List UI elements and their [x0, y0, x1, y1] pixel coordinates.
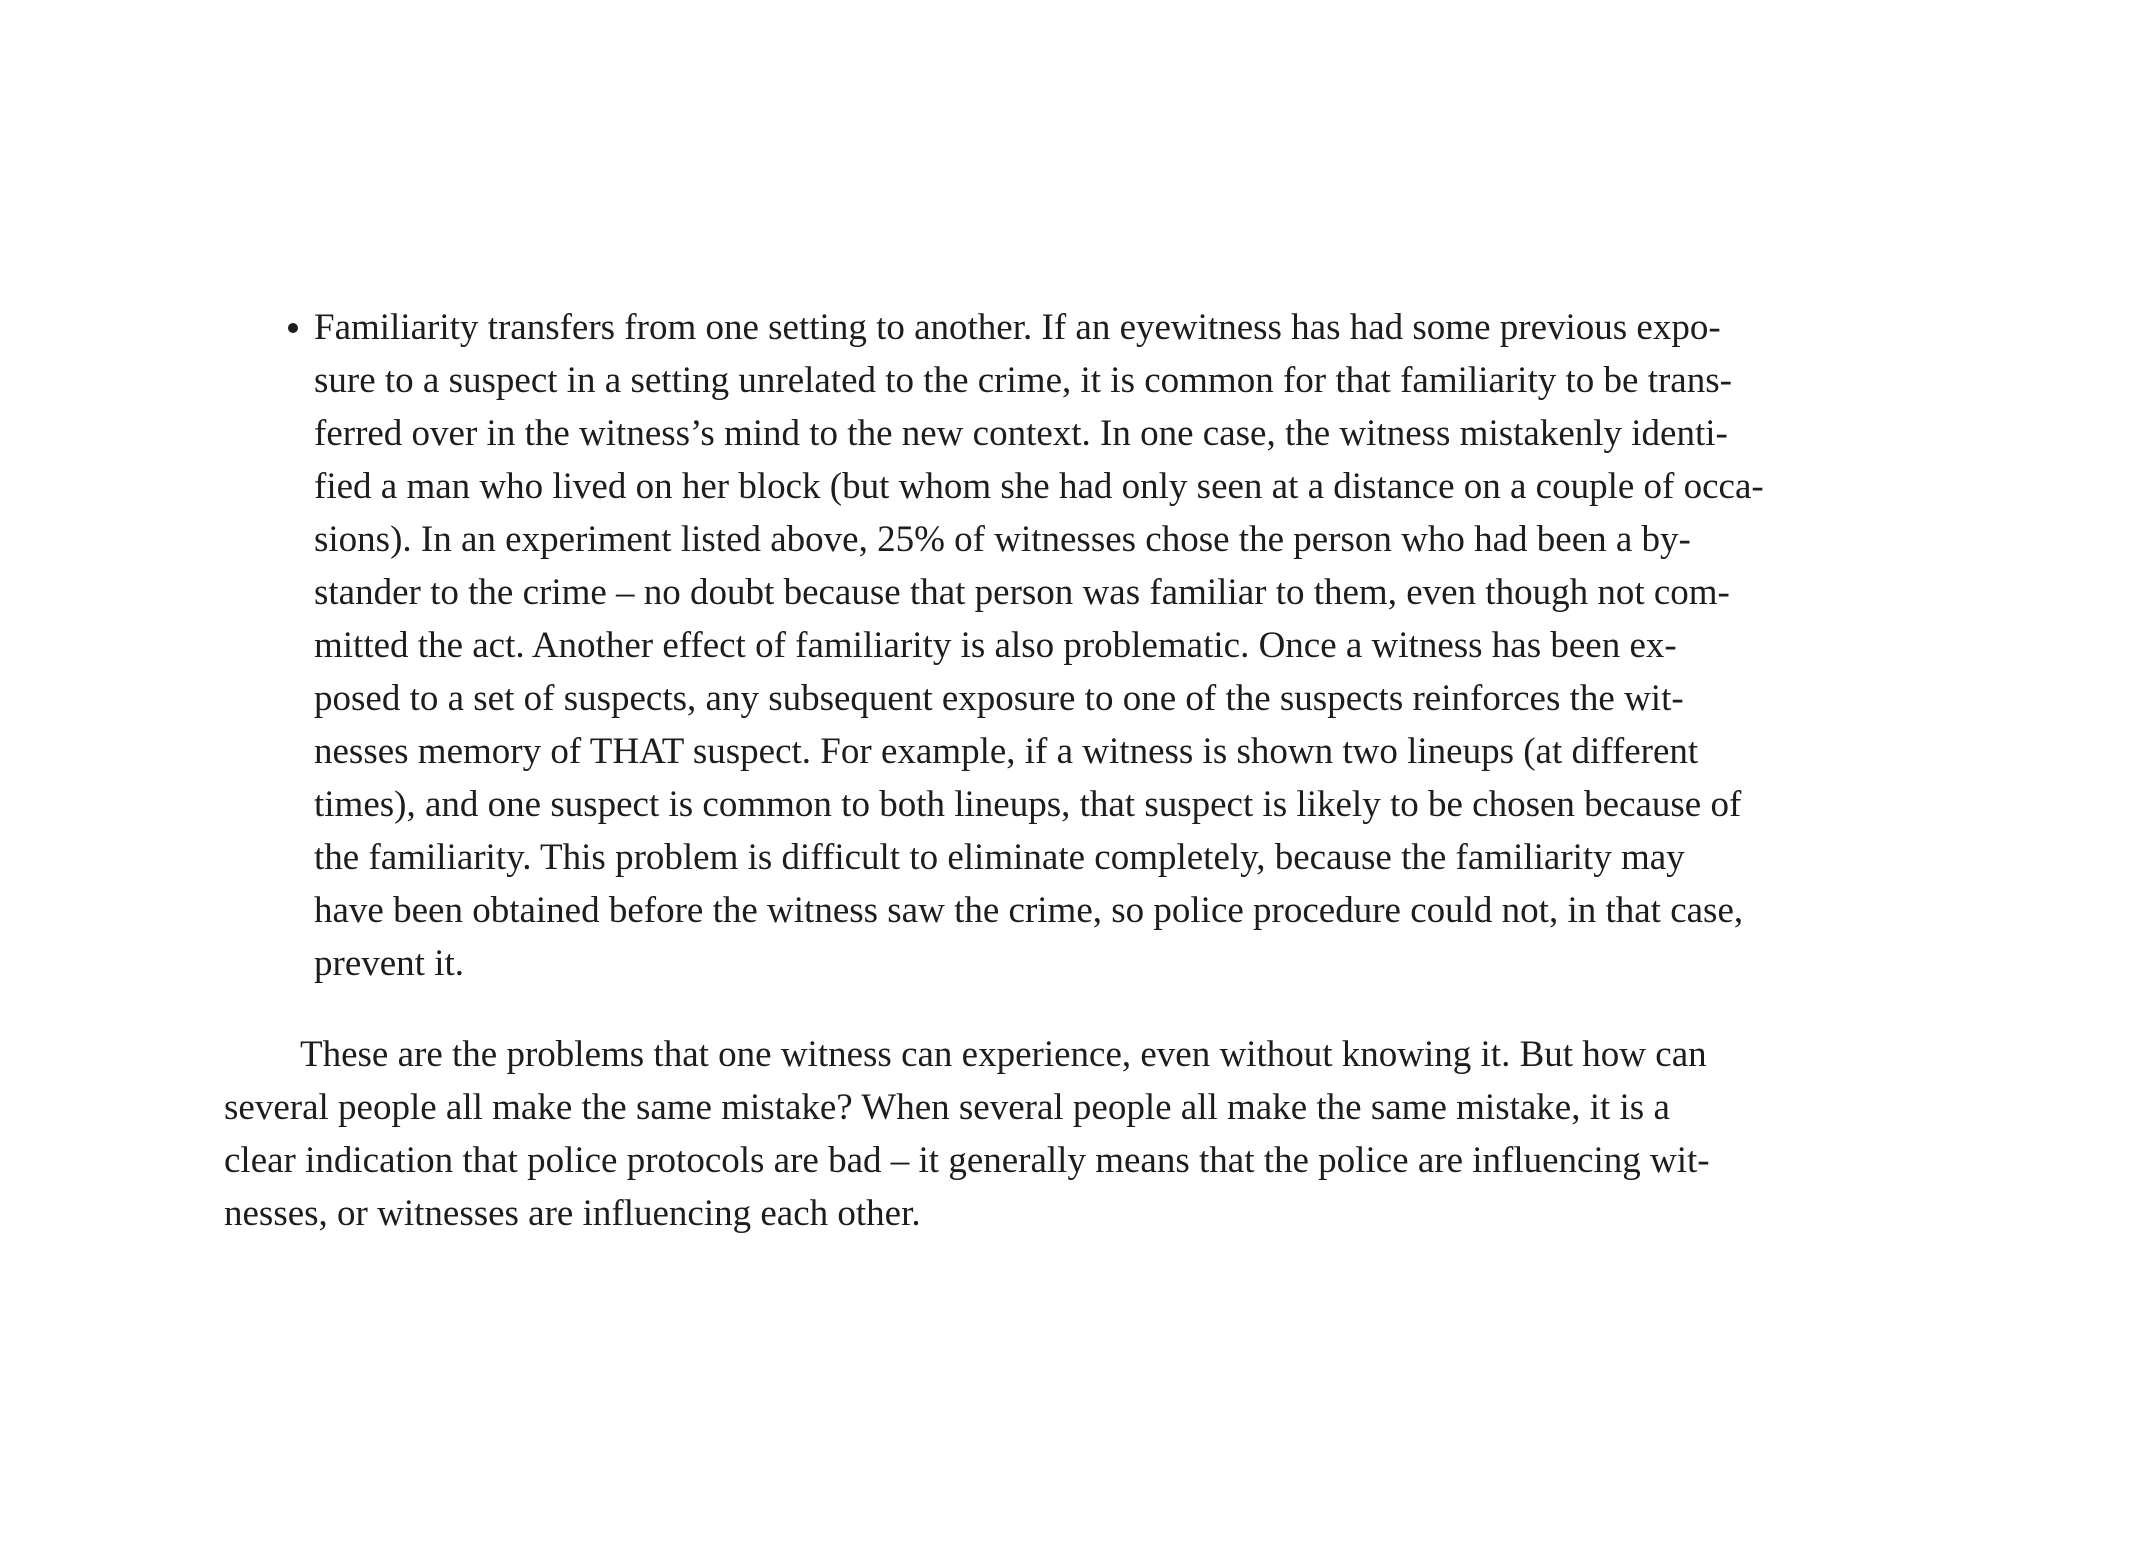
bullet-icon [288, 323, 298, 333]
bullet-line: posed to a set of suspects, any subsequent exposure to one of the suspects reinforces the wit- [314, 678, 1684, 719]
bullet-line: have been obtained before the witness saw the crime, so police procedure could not, in that case, [314, 890, 1744, 931]
bullet-line: the familiarity. This problem is difficult to eliminate completely, because the familiarity may [314, 837, 1685, 878]
bullet-line: ferred over in the witness’s mind to the new context. In one case, the witness mistakenly identi- [314, 413, 1728, 454]
bullet-line: mitted the act. Another effect of familiarity is also problematic. Once a witness has been ex- [314, 625, 1677, 666]
bullet-line: nesses memory of THAT suspect. For example, if a witness is shown two lineups (at different [314, 731, 1699, 772]
bullet-line: sions). In an experiment listed above, 25% of witnesses chose the person who had been a by- [314, 519, 1691, 560]
bullet-line: sure to a suspect in a setting unrelated to the crime, it is common for that familiarity to be trans- [314, 360, 1732, 401]
bullet-line: stander to the crime – no doubt because that person was familiar to them, even though not com- [314, 572, 1730, 613]
bullet-line: times), and one suspect is common to both lineups, that suspect is likely to be chosen because of [314, 784, 1742, 825]
paragraph-line: nesses, or witnesses are influencing each other. [224, 1193, 921, 1234]
bullet-line: prevent it. [314, 943, 465, 984]
paragraph-line: clear indication that police protocols are bad – it generally means that the police are influencing wit- [224, 1140, 1710, 1181]
bullet-line: Familiarity transfers from one setting to another. If an eyewitness has had some previous expo- [314, 307, 1721, 348]
paragraph-line: several people all make the same mistake? When several people all make the same mistake, it is a [224, 1087, 1670, 1128]
paragraph-line: These are the problems that one witness can experience, even without knowing it. But how can [300, 1034, 1707, 1075]
bullet-line: fied a man who lived on her block (but whom she had only seen at a distance on a couple of occa- [314, 466, 1764, 507]
